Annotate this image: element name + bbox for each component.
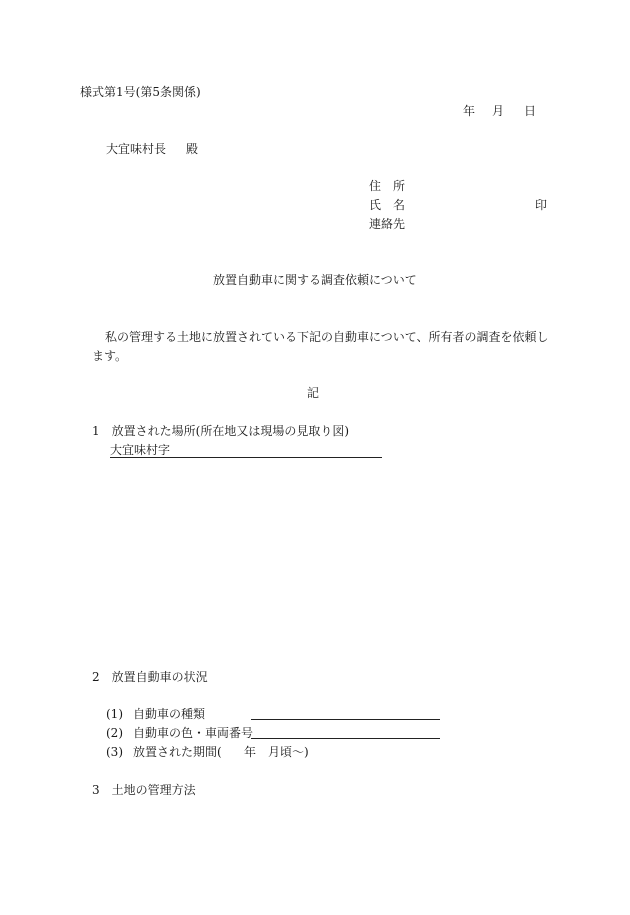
address-label: 住 所 [369,179,406,193]
item-2-number: (2) [106,726,123,740]
item-3-label: 放置された期間( [133,745,222,759]
body-text-line-1: 私の管理する土地に放置されている下記の自動車について、所有者の調査を依頼し [105,330,549,344]
ki-heading: 記 [307,386,320,400]
place-underline [110,457,382,458]
section-2-heading: 2 放置自動車の状況 [92,670,208,684]
item-2-underline [251,738,440,739]
contact-label: 連絡先 [369,217,406,231]
date-day: 日 [524,104,537,118]
name-label: 氏 名 [369,198,406,212]
item-1-label: 自動車の種類 [133,707,206,721]
date-month: 月 [492,104,505,118]
seal-mark: 印 [535,198,548,212]
item-2-label: 自動車の色・車両番号 [133,726,254,740]
item-1-underline [251,719,440,720]
item-3-number: (3) [106,745,123,759]
body-text-line-2: ます。 [92,349,128,363]
section-1-heading: 1 放置された場所(所在地又は現場の見取り図) [92,424,349,438]
addressee-name: 大宜味村長 [106,142,167,156]
form-number: 様式第1号(第5条関係) [80,85,201,99]
addressee-honorific: 殿 [186,142,199,156]
item-3-year: 年 [244,745,257,759]
item-1-number: (1) [106,707,123,721]
document-title: 放置自動車に関する調査依頼について [213,273,417,287]
section-3-heading: 3 土地の管理方法 [92,783,196,797]
item-3-suffix: 月頃〜) [268,745,309,759]
date-year: 年 [463,104,476,118]
place-prefix: 大宜味村字 [110,443,171,457]
